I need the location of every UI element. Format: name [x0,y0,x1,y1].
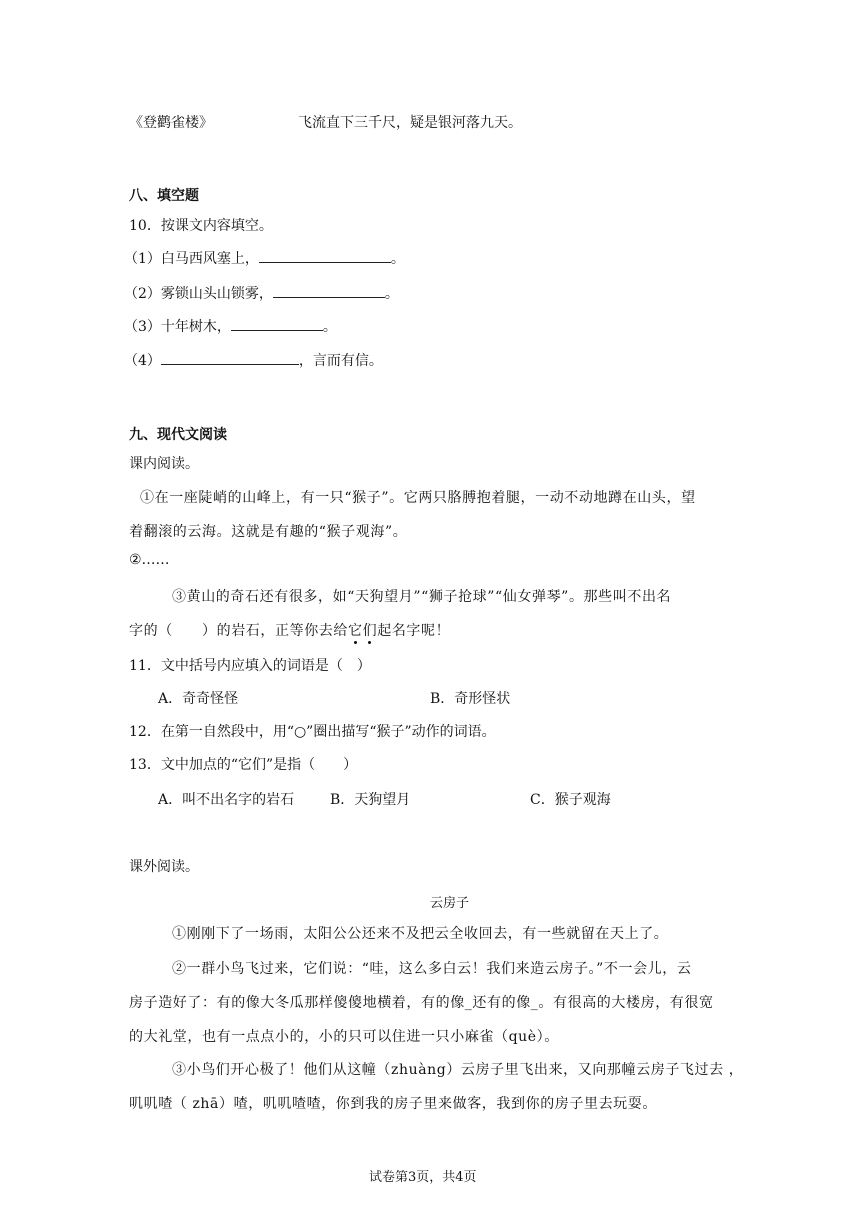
q11-option-a[interactable]: A．奇奇怪怪 [158,691,239,707]
passage-p3-line1: ③黄山的奇石还有很多，如“天狗望月”“狮子抢球”“仙女弹琴”。那些叫不出名 [172,589,672,605]
fill-item-3: （3）十年树木， 。 [124,316,337,336]
fill-item-2: （2）雾锁山头山锁雾， 。 [124,283,399,303]
story-p2-line3: 的大礼堂，也有一点点小的，小的只可以住进一只小麻雀（què）。 [129,1029,559,1045]
story-p2-line2: 房子造好了：有的像大冬瓜那样傻傻地横着，有的像_还有的像_。有很高的大楼房，有很宽 [129,995,714,1011]
in-class-reading-label: 课内阅读。 [129,456,199,472]
story-p2-line1: ②一群小鸟飞过来，它们说：“哇，这么多白云！我们来造云房子。”不一会儿，云 [172,961,692,977]
dotted-char: 它 [348,623,363,639]
fill-item-4: （4） ，言而有信。 [124,350,383,370]
section-8-heading: 八、填空题 [129,188,199,204]
dotted-char: 们 [362,623,378,639]
blank-line[interactable] [273,283,385,298]
section-9-heading: 九、现代文阅读 [129,427,227,443]
q11-option-b[interactable]: B．奇形怪状 [430,691,511,707]
story-p3-line2: 叽叽喳（ zhā）喳，叽叽喳喳，你到我的房子里来做客，我到你的房子里去玩耍。 [129,1096,657,1112]
blank-line[interactable] [259,248,391,263]
question-11: 11．文中括号内应填入的词语是（ ） [129,658,371,674]
story-title: 云房子 [430,896,470,911]
story-p3-line1: ③小鸟们开心极了！他们从这幢（zhuàng）云房子里飞出来，又向那幢云房子飞过去 ， [172,1062,744,1078]
blank-line[interactable] [231,316,323,331]
question-12: 12．在第一自然段中，用“○”圈出描写“猴子”动作的词语。 [129,724,496,740]
question-10: 10．按课文内容填空。 [129,218,273,234]
extracurricular-reading-label: 课外阅读。 [129,859,199,875]
poem-line: 飞流直下三千尺，疑是银河落九天。 [298,115,522,131]
q13-option-c[interactable]: C．猴子观海 [530,792,611,808]
passage-p1-line2: 着翻滚的云海。这就是有趣的“猴子观海”。 [129,524,408,540]
passage-p2: ②…… [129,552,170,568]
blank-line[interactable] [161,350,299,365]
page-footer: 试卷第3页，共4页 [369,1170,477,1185]
passage-p3-line2: 字的（ ）的岩石，正等你去给它们起名字呢！ [129,623,451,639]
fill-item-1: （1）白马西风塞上， 。 [124,248,405,268]
q13-option-b[interactable]: B．天狗望月 [330,792,411,808]
q13-option-a[interactable]: A．叫不出名字的岩石 [158,792,295,808]
question-13: 13．文中加点的“它们”是指（ ） [129,757,358,773]
passage-p1-line1: ①在一座陡峭的山峰上，有一只“猴子”。它两只胳膊抱着腿，一动不动地蹲在山头，望 [140,490,696,506]
story-p1: ①刚刚下了一场雨，太阳公公还来不及把云全收回去，有一些就留在天上了。 [172,926,669,942]
poem-title: 《登鹳雀楼》 [129,115,213,131]
